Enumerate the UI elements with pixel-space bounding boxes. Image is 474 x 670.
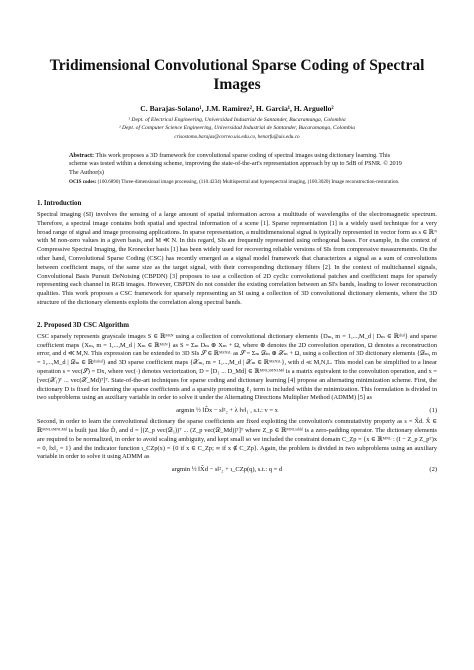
equation-1 bbox=[37, 407, 437, 414]
ocis-text: (100.6890) Three-dimensional image processing, (110.4234) Multispectral and hyperspectral imaging, (100.3020) Image reconstruction-restoration. bbox=[97, 179, 400, 186]
ocis-label: OCIS codes: bbox=[69, 179, 97, 186]
abstract-label: Abstract: bbox=[69, 152, 95, 159]
ocis-codes bbox=[69, 179, 405, 186]
algorithm-paragraph-1: CSC sparsely represents grayscale images S ∈ ℝᴹˣᴺ using a collection of convolutional dictionary elements {Dₘ, m = 1,...,M_d | Dₘ ∈ ℝᵈˣᵈ} and sparse coefficient maps {Xₘ, m = 1,...,M_d | Xₘ ∈ ℝᴹˣᴺ} as S = Σₘ Dₘ ⊛ Xₘ + Ω, where ⊛ denotes the 2D convolution operation, Ω denotes a reconstruction error, and d ≪ M,N. This expression can be extended to 3D SIs 𝒮 ∈ ℝᴹˣᴺˣᴸ as 𝒮 = Σₘ 𝒟ₘ ⊛ 𝒳ₘ + Ω, using a collection of 3D dictionary elements {𝒟ₘ, m = 1,...,M_d | 𝒟ₘ ∈ ℝᵈˣᵈˣᵈ} and 3D sparse coefficient maps {𝒳ₘ, m = 1,...,M_d | 𝒳ₘ ∈ ℝᴹˣᴺˣᴸ}, with d ≪ M,N,L. This model can be simplified to a linear operation s = vec(𝒮) = Dx, where vec(·) denotes vectorization, D = [D₁ ... D_Md] ∈ ℝᴹᴺᴸˣᴹᴺᴸᴹᵈ is a matrix equivalent to the convolution operation, and x = [vec(𝒳₁)ᵀ ... vec(𝒳_Md)ᵀ]ᵀ. State-of-the-art techniques for sparse coding and dictionary learning [4] propose an alternating minimization scheme. First, the dictionary D is fixed for learning the sparse coefficients and a sparsity promoting ℓ₁ term is included within the minimization. This formulation is divided in two subproblems using an auxiliary variable in order to solve it under the Alternating Directions Multiplier Method (ADMM) [5] as bbox=[37, 332, 437, 402]
section-heading-proposed-algorithm: 2. Proposed 3D CSC Algorithm bbox=[37, 321, 129, 329]
equation-2-expression: argmin ½ ‖X̂d − s‖²₂ + ι_CZp(q), s.t.: q = d bbox=[171, 466, 283, 474]
abstract bbox=[69, 152, 405, 177]
affiliation-2: ² Dept. of Computer Science Engineering, Universidad Industrial de Santander, Bucaramanga, Colombia bbox=[118, 125, 356, 131]
algorithm-paragraph-2: Second, in order to learn the convolutional dictionary the sparse coefficients are fixed exploiting the convolution's commutativity property as s = X̂d. X̂ ∈ ℝᴹᴺᴸˣᴹᴺᴸᴹᵈ is built just like D̂, and d = [(Z_p vec(𝒟₁))ᵀ ... (Z_p vec(𝒟_Md))ᵀ]ᵀ where Z_p ∈ ℝᴹᴺᴸˣᵈᵈᵈ is a zero-padding operator. The dictionary elements are required to be normalized, in order to avoid scaling ambiguity, and kept small so we included the constraint domain C_Zp = {x ∈ ℝᴹᴺᴸ : (I − Z_p Z_pᵀ)x = 0, ‖x‖₂ = 1} and the indicator function ι_CZp(x) = {0 if x ∈ C_Zp; ∞ if x ∉ C_Zp}. Again, the problem is divided in two subproblems using an auxiliary variable in order to solve it using ADMM as bbox=[37, 418, 437, 461]
section-heading-introduction: 1. Introduction bbox=[37, 200, 82, 208]
author-list: C. Barajas-Solano¹, J.M. Ramirez², H. Garcia¹, H. Arguello² bbox=[140, 104, 334, 113]
equation-2-number: (2) bbox=[429, 466, 437, 474]
introduction-paragraph: Spectral imaging (SI) involves the sensing of a large amount of spatial information across a multitude of wavelengths of the electromagnetic spectrum. Therefore, a spectral image contains both spatial and spectral information of a scene [1]. Sparse representation [1] is a widely used technique for a very broad range of signal and image processing applications. In sparse representation, a multidimensional signal is typically represented in vector form as s ∈ ℝᴺ with M non-zero values in a given basis, and M ≪ N. In this regard, SIs are frequently represented using orthogonal bases. For example, in the context of Compressive Spectral Imaging, the Kronecker basis [1] has been widely used for recovering reliable versions of SIs from compressive measurements. On the other hand, Convolutional Sparse Coding (CSC) has recently emerged as a signal model framework that characterizes a signal as a sum of convolutions between coefficient maps, of the same size as the target signal, with their corresponding dictionary filters [2]. In the context of multichannel signals, Convolutional Basis Pursuit DeNoising (CBPDN) [3] proposes to use a collection of 2D cyclic convolutional patches and coefficient maps for sparsely representing each channel in RGB images. However, CBPDN do not consider the existing correlation between an SI's bands, leading to lower reconstruction qualities. This work proposes a CSC framework for sparsely representing an SI using a collection of 3D convolutional dictionary elements, where the 3D structure of the dictionary elements exploits the correlation along spectral bands. bbox=[37, 211, 437, 306]
equation-1-expression: argmin ½ ‖D̂x − s‖²₂ + λ ‖v‖₁ , s.t.: v = x bbox=[176, 407, 278, 415]
equation-1-number: (1) bbox=[429, 407, 437, 415]
abstract-text: This work proposes a 3D framework for convolutional sparse coding of spectral images using dictionary learning. This scheme was tested within a denoising scheme, improving the state-of-the-art's representation approach by up to 5dB of PSNR. © 2019 The Author(s) bbox=[69, 152, 402, 176]
paper-title: Tridimensional Convolutional Sparse Coding of Spectral Images bbox=[49, 57, 425, 93]
affiliation-1: ¹ Dept. of Electrical Engineering, Universidad Industrial de Santander, Bucaramanga, Colombia bbox=[128, 117, 346, 123]
equation-2 bbox=[37, 466, 437, 473]
author-email: crisostomo.barajas@correo.uis.edu.co, henarfu@uis.edu.co bbox=[174, 134, 300, 140]
